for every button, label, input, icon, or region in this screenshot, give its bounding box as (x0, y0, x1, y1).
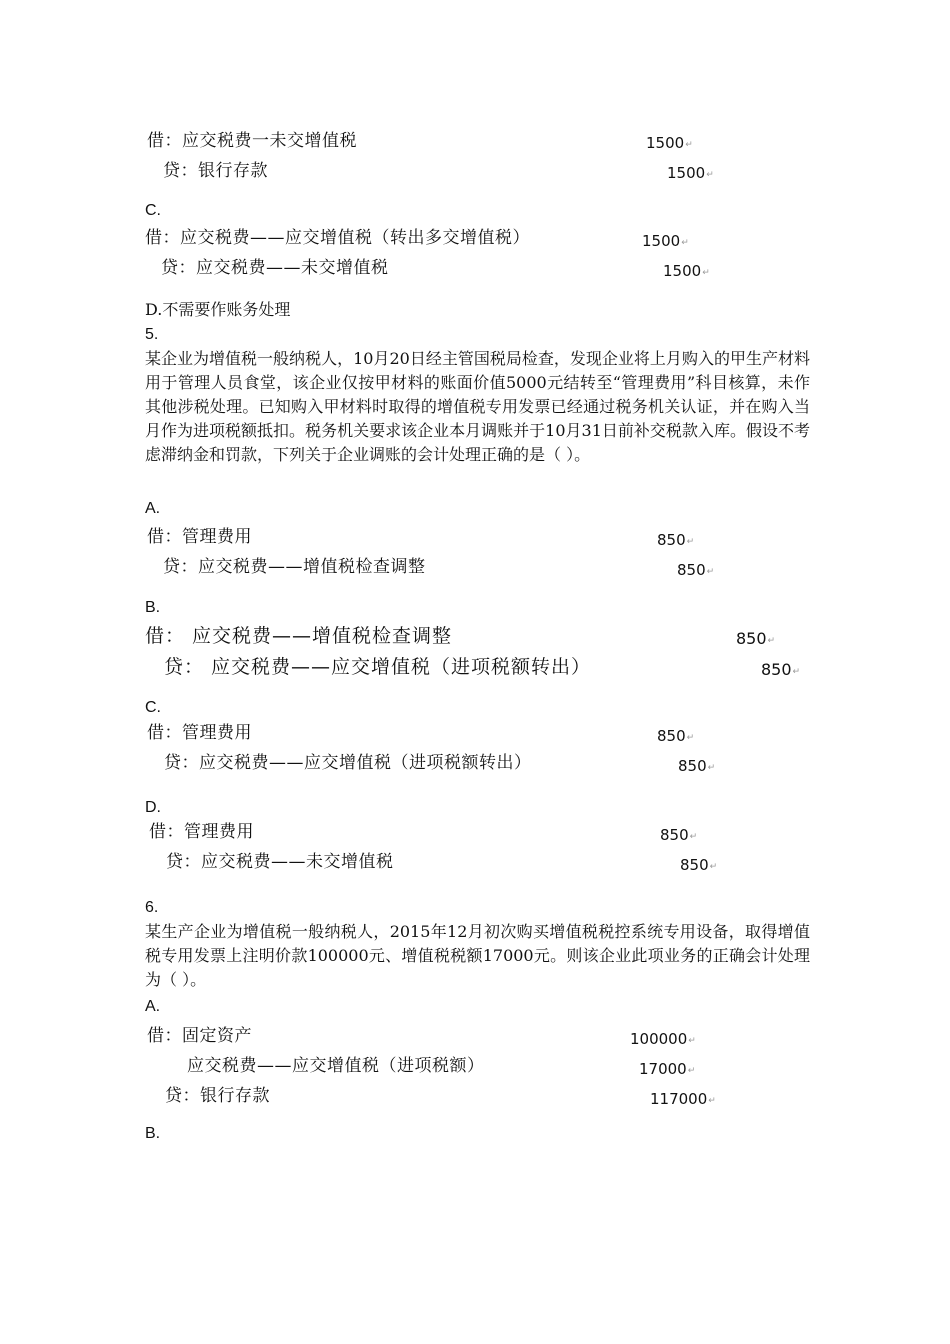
amount (736, 627, 775, 653)
paragraph-mark-icon: ↵ (686, 733, 695, 743)
amount-value: 1500 (646, 134, 685, 152)
paragraph-mark-icon: ↵ (706, 170, 714, 180)
journal-credit-line: 贷：银行存款 (163, 161, 268, 181)
amount (678, 754, 715, 780)
journal-credit-line: 贷：应交税费——增值税检查调整 (163, 557, 426, 577)
amount-value: 850 (657, 727, 686, 745)
amount-value: 1500 (642, 232, 681, 250)
amount-value: 1500 (663, 262, 702, 280)
option-label-a: A. (145, 998, 161, 1015)
journal-debit-line: 借：固定资产 (147, 1026, 252, 1046)
amount (680, 853, 717, 879)
amount-value: 17000 (639, 1060, 687, 1078)
journal-debit-line: 借：管理费用 (147, 527, 252, 547)
amount (761, 658, 800, 684)
amount (646, 131, 693, 157)
option-label-c: C. (145, 202, 161, 219)
amount (663, 259, 710, 285)
amount (639, 1057, 695, 1083)
option-label-c: C. (145, 699, 161, 716)
paragraph-mark-icon: ↵ (706, 567, 715, 577)
question-text: 某生产企业为增值税一般纳税人，2015年12月初次购买增值税税控系统专用设备，取得增值税专用发票上注明价款100000元、增值税税额17000元。则该企业此项业务的正确会计处理为（ ）。 (145, 922, 810, 989)
journal-debit-line: 借：应交税费——应交增值税（转出多交增值税） (145, 228, 530, 248)
journal-credit-line: 贷： 应交税费——应交增值税（进项税额转出） (164, 656, 592, 678)
question-text: 某企业为增值税一般纳税人，10月20日经主管国税局检查，发现企业将上月购入的甲生产材料用于管理人员食堂，该企业仅按甲材料的账面价值5000元结转至“管理费用”科目核算，未作其他涉税处理。已知购入甲材料时取得的增值税专用发票已经通过税务机关认证，并在购入当月作为进项税额抵扣。税务机关要求该企业本月调账并于10月31日前补交税款入库。假设不考虑滞纳金和罚款，下列关于企业调账的会计处理正确的是（ ）。 (145, 349, 810, 464)
question-number: 5. (145, 326, 159, 343)
paragraph-mark-icon: ↵ (689, 832, 698, 842)
journal-debit-line: 借：应交税费一未交增值税 (147, 131, 357, 151)
amount (677, 558, 714, 584)
journal-debit-line: 借： 应交税费——增值税检查调整 (145, 625, 453, 647)
paragraph-mark-icon: ↵ (709, 862, 718, 872)
amount-value: 850 (660, 826, 689, 844)
journal-credit-line: 贷：应交税费——未交增值税 (166, 852, 394, 872)
paragraph-mark-icon: ↵ (687, 1066, 696, 1076)
amount (657, 724, 694, 750)
paragraph-mark-icon: ↵ (681, 238, 689, 248)
option-label-a: A. (145, 500, 161, 517)
paragraph-mark-icon: ↵ (685, 140, 693, 150)
paragraph-mark-icon: ↵ (686, 537, 695, 547)
paragraph-mark-icon: ↵ (707, 763, 716, 773)
amount (642, 229, 689, 255)
amount (660, 823, 697, 849)
amount-value: 850 (657, 531, 686, 549)
paragraph-mark-icon: ↵ (702, 268, 710, 278)
amount-value: 1500 (667, 164, 706, 182)
journal-credit-line: 贷：应交税费——应交增值税（进项税额转出） (164, 753, 532, 773)
amount-value: 850 (680, 856, 709, 874)
amount (657, 528, 694, 554)
amount (630, 1027, 696, 1053)
option-label-d: D.不需要作账务处理 (145, 300, 291, 319)
option-label-d: D. (145, 799, 161, 816)
journal-debit-line: 借：管理费用 (147, 723, 252, 743)
paragraph-mark-icon: ↵ (767, 636, 776, 646)
journal-credit-line: 贷：银行存款 (165, 1086, 270, 1106)
journal-credit-line: 贷：应交税费——未交增值税 (161, 258, 389, 278)
paragraph-mark-icon: ↵ (688, 1036, 696, 1046)
amount-value: 100000 (630, 1030, 688, 1048)
amount-value: 850 (678, 757, 707, 775)
option-label-b: B. (145, 599, 161, 616)
amount (650, 1087, 716, 1113)
amount-value: 850 (761, 660, 792, 679)
paragraph-mark-icon: ↵ (708, 1096, 716, 1106)
journal-debit-line: 应交税费——应交增值税（进项税额） (187, 1056, 485, 1076)
paragraph-mark-icon: ↵ (792, 667, 801, 677)
option-label-b: B. (145, 1125, 161, 1142)
amount-value: 117000 (650, 1090, 708, 1108)
question-number: 6. (145, 899, 159, 916)
amount-value: 850 (677, 561, 706, 579)
journal-debit-line: 借：管理费用 (149, 822, 254, 842)
amount (667, 161, 714, 187)
amount-value: 850 (736, 629, 767, 648)
